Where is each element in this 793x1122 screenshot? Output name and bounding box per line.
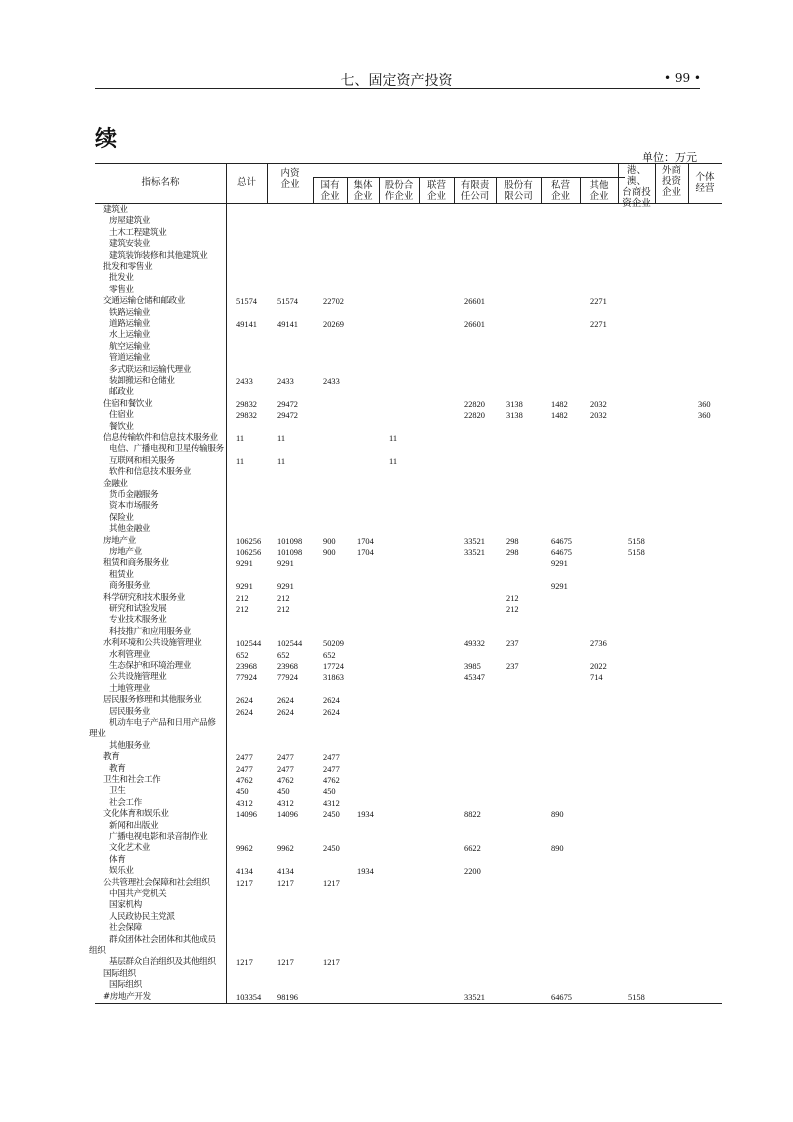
table-row [95,501,722,512]
cell-value: 1217 [236,958,253,968]
row-label: 电信、广播电视和卫星传输服务 [109,444,224,455]
header-corp: 股份有 限公司 [504,180,533,202]
row-label: 文化体育和娱乐业 [103,809,169,820]
cell-value: 4312 [236,798,253,808]
table-row [95,524,722,535]
table-row [95,479,722,490]
cell-value: 49141 [277,320,298,329]
row-label: 房地产业 [103,535,136,546]
cell-value: 20269 [323,320,344,329]
cell-value: 360 [698,411,711,421]
row-label: 建筑装饰装修和其他建筑业 [109,250,208,261]
cell-value: 50209 [323,639,344,649]
table-row [95,444,722,455]
cell-value: 714 [590,673,603,683]
cell-value: 2624 [277,707,294,717]
table-row [95,695,722,706]
table-row [95,627,722,638]
header-foreign: 外商 投资 企业 [661,165,681,198]
row-label: 居民服务修理和其他服务业 [103,695,202,706]
table-row [95,490,722,501]
header-name: 指标名称 [141,177,180,188]
table-row [95,547,722,558]
cell-value: 106256 [236,548,262,557]
table-row [95,399,722,410]
row-label: 软件和信息技术服务业 [109,467,191,478]
cell-value: 4762 [277,776,294,785]
row-label: 住宿业 [109,410,134,421]
table-row [95,319,722,330]
cell-value: 4312 [323,798,340,808]
table-row [95,251,722,262]
cell-value: 9291 [236,582,253,592]
row-label: 国际组织 [103,968,136,979]
cell-value: 2450 [323,810,340,820]
row-label: 科学研究和技术服务业 [103,592,185,603]
cell-value: 237 [506,662,519,671]
table-row [95,581,722,592]
cell-value: 11 [277,456,286,466]
row-label: 卫生和社会工作 [103,775,161,785]
cell-value: 2624 [277,696,294,706]
table-row [95,558,722,569]
table-row [95,809,722,820]
cell-value: 450 [277,787,290,797]
cell-value: 2022 [590,662,607,671]
table-row [95,604,722,615]
table-row [95,308,722,319]
cell-value: 1217 [323,958,340,968]
cell-value: 2477 [277,753,294,763]
header-rule [95,88,700,89]
row-label: 房地产业 [109,547,142,557]
table-row [95,798,722,809]
cell-value: 450 [236,787,249,797]
cell-value: 1217 [277,958,294,968]
cell-value: 9291 [277,559,294,569]
row-label: 土地管理业 [109,683,150,694]
cell-value: 101098 [277,536,303,546]
table-row [95,456,722,467]
row-label: 保险业 [109,512,134,523]
cell-value: 51574 [236,297,257,307]
table-row [95,467,722,478]
cell-value: 212 [506,593,519,603]
cell-value: 900 [323,536,336,546]
cell-value: 33521 [464,992,485,1002]
row-label: 信息传输软件和信息技术服务业 [103,433,218,443]
cell-value: 64675 [551,992,572,1002]
row-label: 新闻和出版业 [109,820,159,831]
cell-value: 98196 [277,992,298,1002]
cell-value: 102544 [236,639,262,649]
row-label: 基层群众自治组织及其他组织 [109,957,216,968]
table-row [95,650,722,661]
cell-value: 103354 [236,992,262,1002]
continued-label: 续 [95,127,118,152]
cell-value: 8822 [464,810,481,820]
row-label: 多式联运和运输代理业 [109,364,191,375]
cell-value: 652 [277,650,290,660]
row-label: 水利环境和公共设施管理业 [103,638,202,649]
table-row [95,365,722,376]
cell-value: 11 [389,434,398,443]
cell-value: 49332 [464,639,485,649]
cell-value: 5158 [628,536,645,546]
row-label: 国际组织 [109,980,142,991]
table-row [95,866,722,877]
row-label: 餐饮业 [109,421,134,432]
cell-value: 77924 [277,673,298,683]
cell-value: 2271 [590,297,607,307]
row-label: 理业 [89,729,106,740]
cell-value: 22820 [464,411,485,421]
cell-value: 9291 [236,559,253,569]
investment-table [89,163,722,1003]
header-hkmt: 港、澳、 台商投 资企业 [622,165,651,209]
table-row [95,296,722,307]
cell-value: 29832 [236,399,257,409]
row-label: 航空运输业 [109,341,150,352]
cell-value: 11 [236,434,245,443]
table-row [95,878,722,889]
table-row [95,262,722,273]
cell-value: 2624 [236,707,253,717]
cell-value: 5158 [628,992,645,1002]
row-label: 公共管理社会保障和社会组织 [103,877,210,888]
cell-value: 237 [506,639,519,649]
cell-value: 9962 [277,844,294,854]
row-label: 卫生 [109,786,126,797]
row-label: 零售业 [109,284,134,295]
row-label: 水上运输业 [109,330,150,341]
cell-value: 64675 [551,536,572,546]
cell-value: 2477 [236,753,253,763]
row-label: 人民政协民主党派 [109,911,175,922]
unit-label: 单位：万元 [642,151,697,164]
table-row [95,957,722,968]
row-label: 货币金融服务 [109,490,159,500]
header-other: 其他 企业 [589,180,609,202]
cell-value: 22820 [464,399,485,409]
row-label: 金融业 [103,478,128,489]
cell-value: 2477 [323,764,340,774]
row-label: 租赁和商务服务业 [103,558,169,569]
cell-value: 9291 [277,582,294,592]
table-row [95,330,722,341]
row-label: 文化艺术业 [109,843,150,854]
row-label: 国家机构 [109,900,142,911]
table-row [95,786,722,797]
row-label: 科技推广和应用服务业 [109,626,191,637]
cell-value: 2032 [590,399,607,409]
cell-value: 33521 [464,548,485,557]
header-state: 国有 企业 [320,180,340,202]
cell-value: 212 [506,605,519,614]
cell-value: 77924 [236,673,257,683]
row-label: 交通运输仓储和邮政业 [103,296,185,307]
table-row [95,764,722,775]
cell-value: 4762 [236,776,253,785]
table-row [95,843,722,854]
table-row [95,923,722,934]
cell-value: 2433 [323,377,340,386]
cell-value: 2624 [323,696,340,706]
cell-value: 2477 [323,753,340,763]
cell-value: 17724 [323,662,344,671]
cell-value: 1704 [357,548,374,557]
row-label: 土木工程建筑业 [109,227,167,238]
table-row [95,615,722,626]
table-row [95,718,722,729]
table-row [95,285,722,296]
cell-value: 14096 [277,810,298,820]
row-label: 资本市场服务 [109,501,159,512]
cell-value: 890 [551,844,564,854]
cell-value: 2433 [277,377,294,386]
cell-value: 1217 [323,878,340,888]
table-row [95,536,722,547]
table-row [95,889,722,900]
header-private: 私营 企业 [550,180,570,202]
cell-value: 22702 [323,297,344,307]
table-row [95,707,722,718]
row-label: 道路运输业 [109,319,150,329]
table-row [95,205,722,216]
row-label: 生态保护和环境治理业 [109,661,191,671]
cell-value: 2624 [236,696,253,706]
row-label: 中国共产党机关 [109,889,167,899]
table-row [95,741,722,752]
cell-value: 2032 [590,411,607,421]
row-label: 房屋建筑业 [109,216,150,227]
row-label: 广播电视电影和录音制作业 [109,832,208,842]
table-row [95,410,722,421]
table-row [95,433,722,444]
cell-value: 2271 [590,320,607,329]
cell-value: 11 [236,456,245,466]
cell-value: 1217 [236,878,253,888]
table-row [95,273,722,284]
cell-value: 2624 [323,707,340,717]
table-row [95,775,722,786]
cell-value: 212 [277,593,290,603]
table-row [95,980,722,991]
table-row [95,353,722,364]
table-row [95,376,722,387]
table-row [89,946,722,957]
cell-value: 23968 [277,662,298,671]
running-header-title: 七、固定资产投资 [340,73,453,89]
row-label: 住宿和餐饮业 [103,398,153,409]
cell-value: 1704 [357,536,374,546]
cell-value: 11 [277,434,286,443]
cell-value: 3985 [464,662,481,671]
cell-value: 3138 [506,399,523,409]
cell-value: 14096 [236,810,257,820]
header-llc: 有限责 任公司 [460,180,490,202]
cell-value: 1217 [277,878,294,888]
row-label: 水利管理业 [109,649,150,660]
cell-value: 2736 [590,639,607,649]
table-row [95,513,722,524]
cell-value: 2477 [277,764,294,774]
header-collective: 集体 企业 [353,180,373,202]
row-label: 体育 [109,854,126,865]
cell-value: 23968 [236,662,257,671]
cell-value: 29832 [236,411,257,421]
cell-value: 49141 [236,320,257,329]
page-number: • 99 • [663,71,701,85]
table-row [95,570,722,581]
table-row [95,387,722,398]
cell-value: 51574 [277,297,298,307]
cell-value: 45347 [464,673,485,683]
cell-value: 102544 [277,639,303,649]
row-label: 公共设施管理业 [109,672,167,683]
cell-value: 1482 [551,411,568,421]
cell-value: 2200 [464,867,481,877]
table-row [95,855,722,866]
table-bottom-rule [95,1003,722,1004]
cell-value: 6622 [464,844,481,854]
table-row [95,900,722,911]
cell-value: 212 [277,605,290,614]
row-label: 社会工作 [109,797,142,808]
header-total: 总计 [236,177,256,188]
row-label: 专业技术服务业 [109,615,167,626]
cell-value: 4134 [236,867,253,877]
cell-value: 298 [506,548,519,557]
row-label: 建筑业 [103,205,128,215]
table-row [89,729,722,740]
table-row [95,422,722,433]
row-label: 装卸搬运和仓储业 [109,376,175,386]
header-domestic: 内资 企业 [280,168,300,190]
cell-value: 212 [236,593,249,603]
row-label: 批发和零售业 [103,262,153,272]
cell-value: 11 [389,456,398,466]
row-label: 其他服务业 [109,740,150,751]
table-row [95,832,722,843]
row-label: 互联网和相关服务 [109,455,175,466]
cell-value: 298 [506,536,519,546]
row-label: 研究和试验发展 [109,604,167,614]
table-row [95,593,722,604]
cell-value: 26601 [464,297,485,307]
table-row [95,935,722,946]
row-label: 居民服务业 [109,706,150,717]
table-row [95,638,722,649]
cell-value: 31863 [323,673,344,683]
cell-value: 450 [323,787,336,797]
row-label: 邮政业 [109,387,134,398]
row-label: 租赁业 [109,569,134,580]
cell-value: 360 [698,399,711,409]
cell-value: 1482 [551,399,568,409]
cell-value: 1934 [357,810,374,820]
table-row [95,684,722,695]
cell-value: 26601 [464,320,485,329]
cell-value: 652 [236,650,249,660]
cell-value: 33521 [464,536,485,546]
cell-value: 64675 [551,548,572,557]
row-label: 其他金融业 [109,524,150,535]
cell-value: 9291 [551,559,568,569]
table-row [95,228,722,239]
row-label: 铁路运输业 [109,307,150,318]
table-row [95,992,722,1003]
cell-value: 4312 [277,798,294,808]
cell-value: 9962 [236,844,253,854]
domestic-subgroup-rule [313,177,625,178]
header-joint: 联营 企业 [426,180,446,202]
cell-value: 4134 [277,867,294,877]
cell-value: 29472 [277,411,298,421]
table-row [95,216,722,227]
cell-value: 101098 [277,548,303,557]
table-row [95,821,722,832]
cell-value: 106256 [236,536,262,546]
row-label: 教育 [109,763,126,774]
header-individual: 个体 经营 [695,172,715,194]
row-label: 组织 [89,946,106,956]
row-label: 教育 [103,752,120,763]
table-row [95,239,722,250]
cell-value: 2450 [323,844,340,854]
row-label: 机动车电子产品和日用产品修 [109,718,216,728]
cell-value: 5158 [628,548,645,557]
table-top-rule [95,163,722,164]
cell-value: 1934 [357,867,374,877]
row-label: 娱乐业 [109,866,134,877]
cell-value: 9291 [551,582,568,592]
cell-value: 900 [323,548,336,557]
table-row [95,912,722,923]
cell-value: 652 [323,650,336,660]
row-label: #房地产开发 [103,991,151,1002]
table-row [95,752,722,763]
row-label: 群众团体社会团体和其他成员 [109,934,216,945]
row-label: 批发业 [109,273,134,284]
cell-value: 2433 [236,377,253,386]
cell-value: 890 [551,810,564,820]
table-row [95,672,722,683]
row-label: 管道运输业 [109,353,150,364]
cell-value: 4762 [323,776,340,785]
cell-value: 29472 [277,399,298,409]
table-row [95,342,722,353]
header-coop: 股份合 作企业 [384,180,414,202]
cell-value: 212 [236,605,249,614]
table-row [95,661,722,672]
row-label: 商务服务业 [109,581,150,592]
row-label: 建筑安装业 [109,239,150,250]
cell-value: 2477 [236,764,253,774]
cell-value: 3138 [506,411,523,421]
row-label: 社会保障 [109,923,142,934]
table-row [95,969,722,980]
